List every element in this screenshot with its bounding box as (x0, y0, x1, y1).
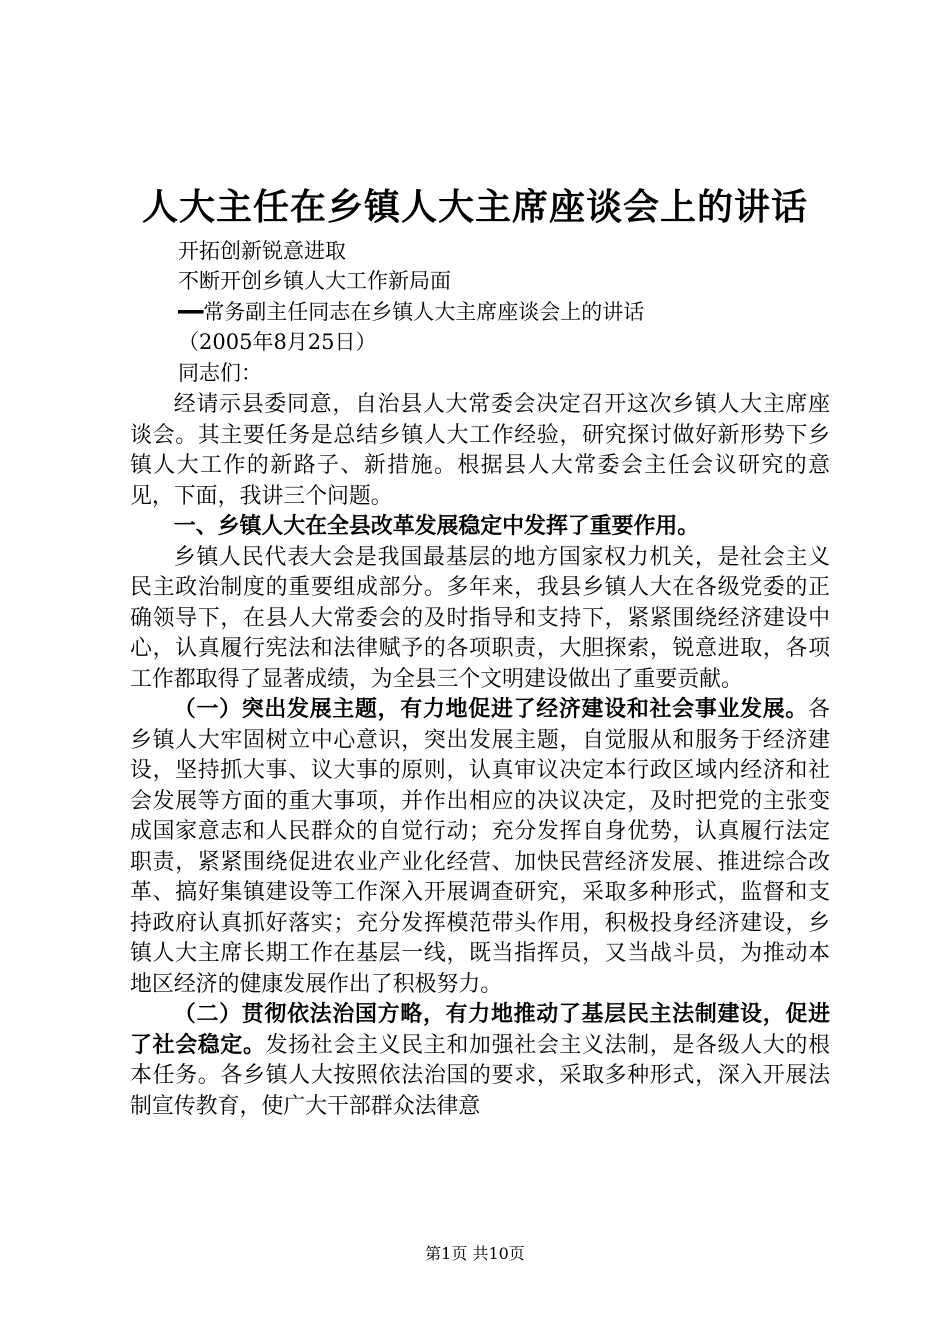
subsection-2-paragraph (130, 1000, 830, 1122)
document-body (130, 390, 830, 1122)
section-1-paragraph: 乡镇人民代表大会是我国最基层的地方国家权力机关，是社会主义民主政治制度的重要组成部分。多年来，我县乡镇人大在各级党委的正确领导下，在县人大常委会的及时指导和支持下，紧紧围绕经济建设中心，认真履行宪法和法律赋予的各项职责，大胆探索，锐意进取，各项工作都取得了显著成绩，为全县三个文明建设做出了重要贡献。 (130, 544, 830, 692)
page-footer: 第1页 共10页 (425, 1244, 525, 1263)
subsection-1-heading: （一）突出发展主题，有力地促进了经济建设和社会事业发展。 (173, 697, 809, 722)
date-line: （2005年8月25日） (178, 330, 377, 354)
subsection-2-heading: （二）贯彻依法治国方略，有力地推动了基层民主法制建设，促进了社会稳定。 (130, 1002, 830, 1058)
speaker-line: ━━常务副主任同志在乡镇人大主席座谈会上的讲话 (178, 300, 645, 324)
document-title: 人大主任在乡镇人大主席座谈会上的讲话 (141, 187, 808, 228)
salutation: 同志们： (178, 361, 262, 385)
subsection-2-text: 发扬社会主义民主和加强社会主义法制，是各级人大的根本任务。各乡镇人大按照依法治国的要求，采取多种形式，深入开展法制宣传教育，使广大干部群众法律意 (130, 1032, 830, 1119)
section-heading-1: 一、乡镇人大在全县改革发展稳定中发挥了重要作用。 (173, 514, 700, 539)
subtitle-line-2: 不断开创乡镇人大工作新局面 (178, 269, 451, 293)
intro-paragraph: 经请示县委同意，自治县人大常委会决定召开这次乡镇人大主席座谈会。其主要任务是总结乡镇人大工作经验，研究探讨做好新形势下乡镇人大工作的新路子、新措施。根据县人大常委会主任会议研究的意见，下面，我讲三个问题。 (130, 392, 830, 509)
subsection-1-text: 各乡镇人大牢固树立中心意识，突出发展主题，自觉服从和服务于经济建设，坚持抓大事、议大事的原则，认真审议决定本行政区域内经济和社会发展等方面的重大事项，并作出相应的决议决定，及时把党的主张变成国家意志和人民群众的自觉行动；充分发挥自身优势，认真履行法定职责，紧紧围绕促进农业产业化经营、加快民营经济发展、推进综合改革、搞好集镇建设等工作深入开展调查研究，采取多种形式，监督和支持政府认真抓好落实；充分发挥模范带头作用，积极投身经济建设，乡镇人大主席长期工作在基层一线，既当指挥员，又当战斗员，为推动本地区经济的健康发展作出了积极努力。 (130, 697, 830, 997)
subsection-1-paragraph (130, 695, 830, 1000)
subtitle-line-1: 开拓创新锐意进取 (178, 239, 346, 263)
